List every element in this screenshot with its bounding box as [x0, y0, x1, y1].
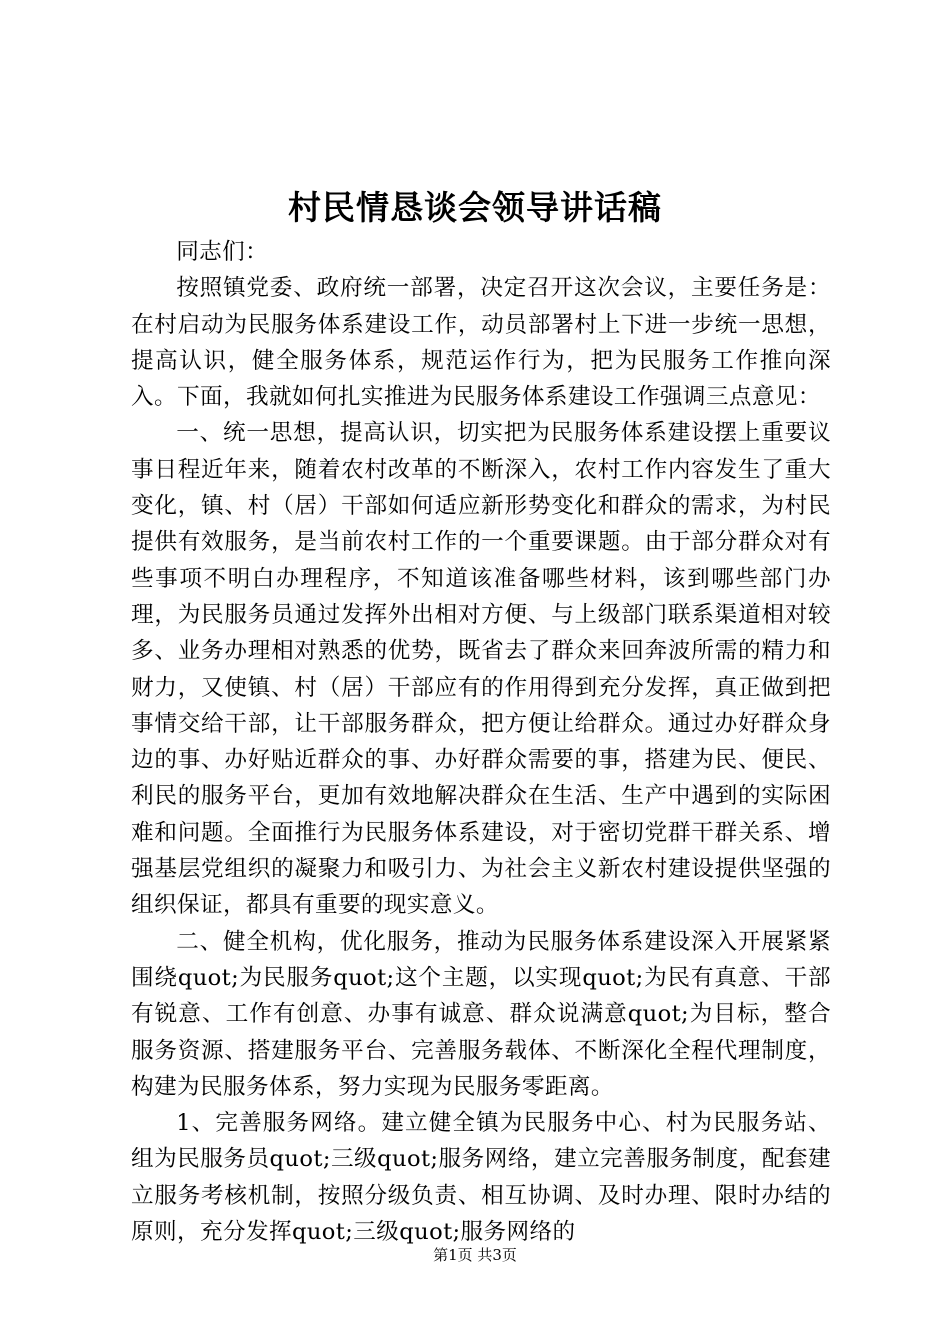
document-title: 村民情恳谈会领导讲话稿: [288, 188, 662, 227]
section-two-paragraph: 二、健全机构，优化服务，推动为民服务体系建设深入开展紧紧围绕quot;为民服务quot;这个主题，以实现quot;为民有真意、干部有锐意、工作有创意、办事有诚意、群众说满意quot;为目标，整合服务资源、搭建服务平台、完善服务载体、不断深化全程代理制度，构建为民服务体系，努力实现为民服务零距离。: [131, 928, 831, 1100]
intro-paragraph: 按照镇党委、政府统一部署，决定召开这次会议，主要任务是：在村启动为民服务体系建设工作，动员部署村上下进一步统一思想，提高认识，健全服务体系，规范运作行为，把为民服务工作推向深入。下面，我就如何扎实推进为民服务体系建设工作强调三点意见：: [131, 275, 831, 411]
page-number-footer: 第1页 共3页: [433, 1246, 517, 1264]
item-one-paragraph: 1、完善服务网络。建立健全镇为民服务中心、村为民服务站、组为民服务员quot;三级quot;服务网络，建立完善服务制度，配套建立服务考核机制，按照分级负责、相互协调、及时办理、限时办结的原则，充分发挥quot;三级quot;服务网络的: [131, 1110, 831, 1246]
document-body: [131, 234, 831, 1250]
section-one-paragraph: 一、统一思想，提高认识，切实把为民服务体系建设摆上重要议事日程近年来，随着农村改革的不断深入，农村工作内容发生了重大变化，镇、村（居）干部如何适应新形势变化和群众的需求，为村民提供有效服务，是当前农村工作的一个重要课题。由于部分群众对有些事项不明白办理程序，不知道该准备哪些材料，该到哪些部门办理，为民服务员通过发挥外出相对方便、与上级部门联系渠道相对较多、业务办理相对熟悉的优势，既省去了群众来回奔波所需的精力和财力，又使镇、村（居）干部应有的作用得到充分发挥，真正做到把事情交给干部，让干部服务群众，把方便让给群众。通过办好群众身边的事、办好贴近群众的事、办好群众需要的事，搭建为民、便民、利民的服务平台，更加有效地解决群众在生活、生产中遇到的实际困难和问题。全面推行为民服务体系建设，对于密切党群干群关系、增强基层党组织的凝聚力和吸引力、为社会主义新农村建设提供坚强的组织保证，都具有重要的现实意义。: [131, 420, 831, 919]
salutation-paragraph: 同志们：: [176, 239, 269, 265]
